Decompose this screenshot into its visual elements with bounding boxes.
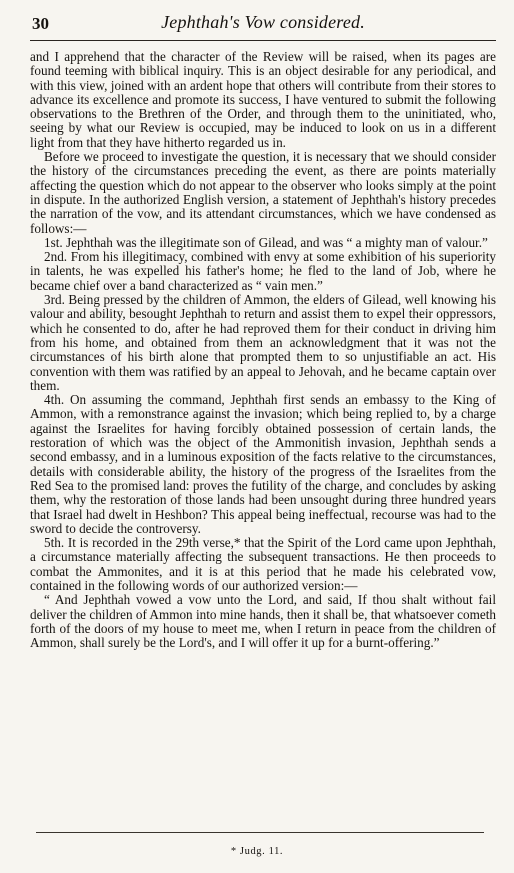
paragraph-point-2: 2nd. From his illegitimacy, combined with envy at some exhibition of his superiority in talents, he was expelled his father's home; he fled to the land of Job, where he became chief over a band characterized as “ vain men.” bbox=[30, 249, 496, 293]
body-text bbox=[30, 50, 496, 650]
paragraph-point-5: 5th. It is recorded in the 29th verse,* that the Spirit of the Lord came upon Jephthah, a circumstance materially affecting the subsequent transactions. He then proceeds to combat the Ammonites, and it is at this period that he made his celebrated vow, contained in the following words of our authorized version:— bbox=[30, 535, 496, 593]
page-number: 30 bbox=[32, 14, 49, 33]
vow-quotation: “ And Jephthah vowed a vow unto the Lord, and said, If thou shalt without fail deliver the children of Ammon into mine hands, then it shall be, that whatsoever cometh forth of the doors of my house to meet me, when I return in peace from the children of Ammon, shall surely be the Lord's, and I will offer it up for a burnt-offering.” bbox=[30, 592, 496, 651]
book-page bbox=[30, 12, 496, 650]
paragraph-intro: Before we proceed to investigate the question, it is necessary that we should consider the history of the circumstances preceding the event, as there are points materially affecting the question which do not appear to the observer who looks simply at the point in dispute. In the authorized English version, a statement of Jephthah's history precedes the narration of the vow, and its attendant circumstances, which we have condensed as follows:— bbox=[30, 149, 496, 236]
paragraph-point-4: 4th. On assuming the command, Jephthah first sends an embassy to the King of Ammon, with a remonstrance against the invasion; which being replied to, by a charge against the Israelites for having forcibly obtained possession of certain lands, the restoration of which was the object of the Ammonitish invasion, Jephthah sends a second embassy, and in a luminous exposition of the facts relative to the circumstances, details with considerable ability, the history of the progress of the Israelites from the Red Sea to the promised land: proves the futility of the charge, and concludes by asking them, why the restoration of those lands had been unsought during three hundred years that Israel had dwelt in Heshbon? This appeal being ineffectual, recourse was had to the sword to decide the controversy. bbox=[30, 392, 496, 536]
paragraph-point-3: 3rd. Being pressed by the children of Ammon, the elders of Gilead, well knowing his valour and ability, besought Jephthah to return and assist them to expel their oppressors, which he consented to do, after he had reproved them for their conduct in driving him from his home, and obtained from them an acknowledgment that it was not the circumstances of his birth alone that prompted them to so unjustifiable an act. His convention with them was ratified by an appeal to Jehovah, and he became captain over them. bbox=[30, 292, 496, 393]
footnote-rule bbox=[36, 832, 484, 833]
page-header bbox=[30, 12, 496, 41]
running-head: Jephthah's Vow considered. bbox=[161, 12, 365, 32]
paragraph-point-1: 1st. Jephthah was the illegitimate son of Gilead, and was “ a mighty man of valour.” bbox=[44, 234, 488, 250]
footnote: * Judg. 11. bbox=[230, 846, 284, 857]
paragraph-continued: and I apprehend that the character of the Review will be raised, when its pages are found teeming with biblical inquiry. This is an object desirable for any periodical, and with this view, joined with an ardent hope that others will contribute from their stores to advance its excellence and promote its success, I have ventured to submit the following observations to the Brethren of the Order, and through them to the uninitiated, who, seeing by what our Review is occupied, may be induced to look on us in a different light from that they have hitherto regarded us in. bbox=[30, 49, 496, 150]
